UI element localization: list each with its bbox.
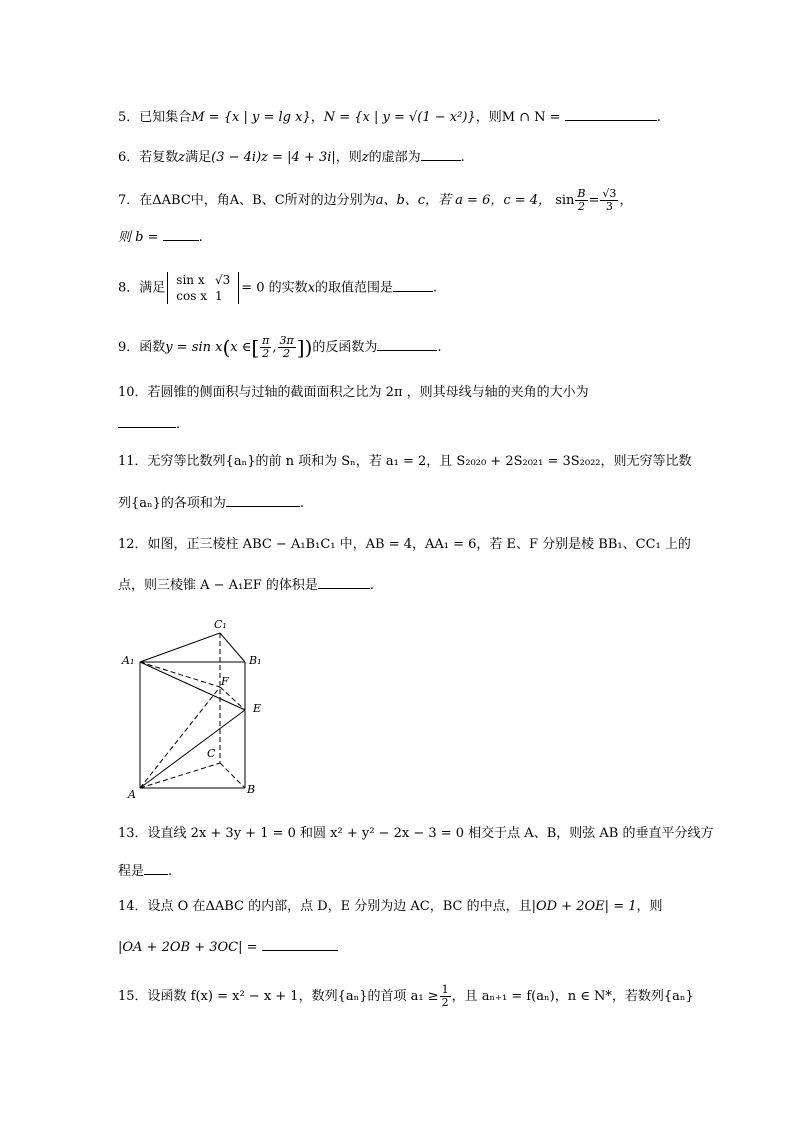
q9-frac-1: $\frac{\pi}{2}$ <box>262 334 270 360</box>
label-b1: B₁ <box>249 654 262 667</box>
answer-blank <box>163 228 199 241</box>
q15-prefix: 15．设函数 f(x) = x² − x + 1，数列{aₙ}的首项 a₁ ≥ <box>118 989 439 1004</box>
edge-a1-f <box>140 662 220 687</box>
edge-c-b <box>220 763 245 788</box>
q6-tail2: 的虚部为 <box>368 150 421 165</box>
q5-set-m: M = {x | y = lg x} <box>191 110 311 125</box>
question-10-line-1: 10．若圆锥的侧面积与过轴的截面面积之比为 2π ，则其母线与轴的夹角的大小为 <box>118 385 589 400</box>
q7-equals: = <box>588 193 600 208</box>
question-5: 5．已知集合M = {x | y = lg x}，N = {x | y = √(1 − x²)}，则M ∩ N = . <box>118 110 661 125</box>
question-7-line-1 <box>118 188 632 213</box>
answer-blank <box>118 415 176 428</box>
q6-prefix: 6．若复数 <box>118 150 179 165</box>
q8-prefix: 8．满足 <box>118 280 166 296</box>
q7-abc: a、b、c <box>375 193 426 208</box>
q6-tail: ，则 <box>335 150 362 165</box>
q9-tail: 的反函数为 <box>312 340 378 355</box>
answer-blank <box>318 576 370 589</box>
question-13-line-1: 13．设直线 2x + 3y + 1 = 0 和圆 x² + y² − 2x − 3 = 0 相交于点 A、B，则弦 AB 的垂直平分线方 <box>118 826 714 841</box>
q8-tail: 的取值范围是 <box>315 280 394 296</box>
q13-line2: 程是 <box>118 864 145 879</box>
q8-x: x <box>307 280 316 296</box>
q8-eq: = 0 的实数 <box>241 280 308 296</box>
q6-middle: 满足 <box>185 150 212 165</box>
q5-set-n: N = {x | y = √(1 − x²)} <box>323 110 476 125</box>
question-9: 9．函数y = sin x(x ∈[ $\frac{\pi}{2}$ , $\frac{3\pi}{2}$ ])的反函数为 . <box>118 334 442 360</box>
edge-a1-c1 <box>140 633 220 662</box>
q9-domain: x ∈ <box>230 340 252 355</box>
q6-z2: z <box>361 150 369 165</box>
label-b: B <box>247 783 256 796</box>
q7-rhs-frac: $\frac{√3}{3}$ <box>602 187 617 213</box>
label-e: E <box>253 702 262 715</box>
q12-line2: 点，则三棱锥 A − A₁EF 的体积是 <box>118 578 318 593</box>
answer-blank <box>393 279 433 292</box>
question-15 <box>118 984 694 1009</box>
question-12-line-1: 12．如图，正三棱柱 ABC − A₁B₁C₁ 中，AB = 4，AA₁ = 6，若 E、F 分别是棱 BB₁、CC₁ 上的 <box>118 537 691 552</box>
answer-blank <box>262 938 338 951</box>
q14-expr2: |OA + 2OB + 3OC| = <box>118 940 262 955</box>
q5-tail: ，则M ∩ N = <box>475 110 565 125</box>
question-12-line-2: 点，则三棱锥 A − A₁EF 的体积是 . <box>118 578 375 593</box>
label-a1: A₁ <box>122 654 135 667</box>
question-7-line-2: 则 b = . <box>118 230 203 245</box>
answer-blank <box>226 494 300 507</box>
q6-expr: (3 − 4i)z = |4 + 3i| <box>211 150 336 165</box>
q9-frac-2: $\frac{3\pi}{2}$ <box>279 334 294 360</box>
prism-figure <box>118 615 278 805</box>
q7-sin: sin <box>555 193 575 208</box>
question-6: 6．若复数z满足(3 − 4i)z = |4 + 3i|，则z的虚部为 . <box>118 150 465 165</box>
label-a: A <box>128 788 136 801</box>
edge-c1-b1 <box>220 633 245 662</box>
answer-blank <box>377 338 437 351</box>
q7-tail: ， <box>619 193 633 208</box>
q7-line2: 则 b = <box>118 230 163 245</box>
label-c1: C₁ <box>214 618 227 631</box>
question-14-line-2 <box>118 938 338 958</box>
q8-determinant: sin x √3 cos x 1 <box>167 272 239 304</box>
q9-prefix: 9．函数 <box>118 340 166 355</box>
q15-frac: $\frac{1}{2}$ <box>441 983 449 1009</box>
question-11-line-1: 11．无穷等比数列{aₙ}的前 n 项和为 Sₙ，若 a₁ = 2，且 S₂₀₂₀ + 2S₂₀₂₁ = 3S₂₀₂₂，则无穷等比数 <box>118 454 692 469</box>
q9-func: y = sin x <box>165 340 223 355</box>
q6-z: z <box>178 150 186 165</box>
q5-prefix: 5．已知集合 <box>118 110 192 125</box>
q5-comma: ， <box>310 110 324 125</box>
q14-expr1: |OD + 2OE| = 1 <box>531 899 637 914</box>
q14-prefix: 14．设点 O 在ΔABC 的内部，点 D，E 分别为边 AC，BC 的中点，且 <box>118 899 532 914</box>
question-13-line-2: 程是 . <box>118 864 173 879</box>
answer-blank <box>144 862 168 875</box>
edge-a-c <box>140 763 220 788</box>
answer-blank <box>565 108 657 121</box>
question-11-line-2: 列{aₙ}的各项和为 . <box>118 496 305 511</box>
question-10-line-2: . <box>118 415 180 435</box>
question-14-line-1 <box>118 897 663 917</box>
q15-tail: ，且 aₙ₊₁ = f(aₙ)，n ∈ N*，若数列{aₙ} <box>451 989 694 1004</box>
question-8: 8．满足 sin x √3 cos x 1 = 0 的实数x的取值范围是 . <box>118 273 438 303</box>
edge-a1-e <box>140 662 245 710</box>
label-c: C <box>207 747 216 760</box>
q11-line2: 列{aₙ}的各项和为 <box>118 496 226 511</box>
q7-prefix: 7．在ΔABC中，角A、B、C所对的边分别为 <box>118 193 376 208</box>
edge-f-e <box>220 687 245 710</box>
q14-tail: ，则 <box>636 899 663 914</box>
answer-blank <box>421 148 461 161</box>
label-f: F <box>221 675 229 688</box>
q7-cond: ，若 a = 6，c = 4， <box>425 193 552 208</box>
q7-frac: $\frac{B}{2}$ <box>577 187 586 213</box>
